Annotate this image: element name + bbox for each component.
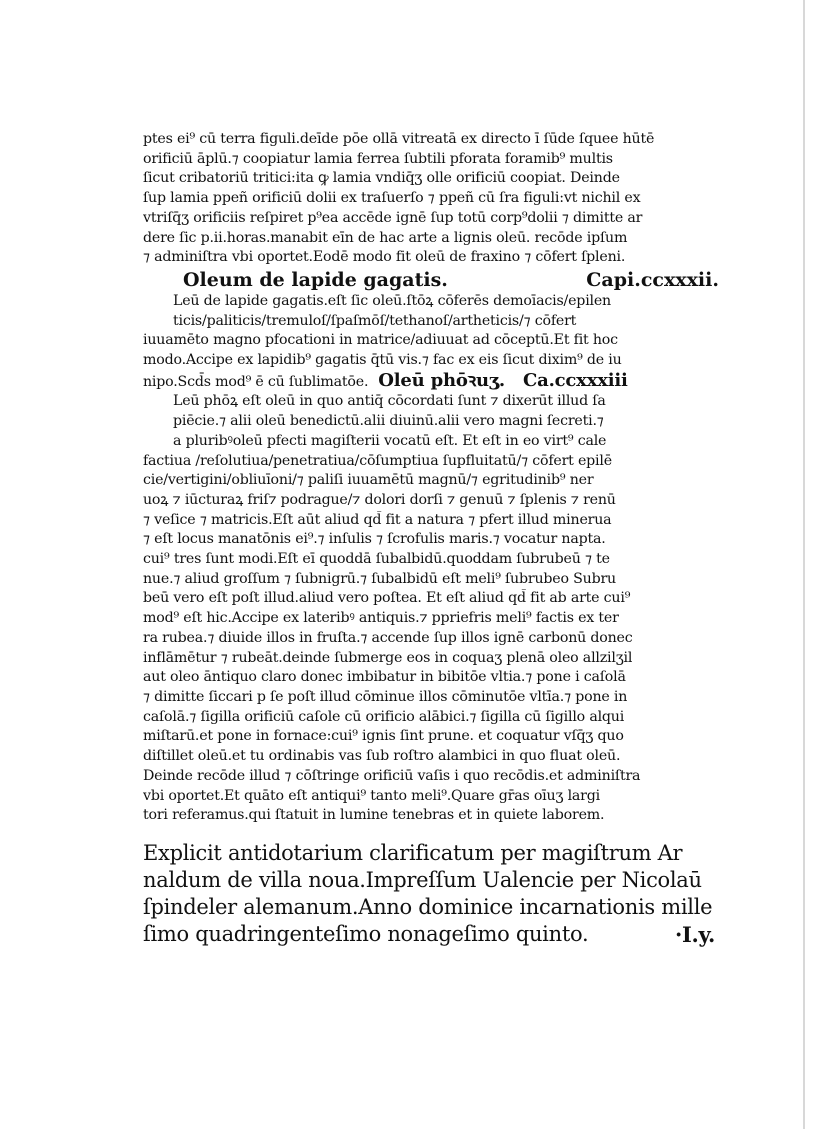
text-line: mod⁹ eſt hic.Accipe ex lateribꝰ antiquis.⁊ ppriefris meli⁹ factis ex ter bbox=[143, 610, 619, 627]
text-line: ptes ei⁹ cū terra figuli.deīde pōe ollā vitreatā ex directo ī ſūde ſquee hūtē bbox=[143, 131, 655, 147]
colophon-line: Explicit antidotarium clarificatum per magiſtrum Ar bbox=[143, 841, 683, 865]
text-fragment: nipo.Scd̄s mod⁹ ē cū ſublimatōe. bbox=[143, 373, 369, 390]
page-edge bbox=[803, 0, 805, 1129]
section-title: Oleū phōꝛuʒ. bbox=[378, 370, 505, 391]
text-line: orificiū āplū.⁊ coopiatur lamia ferrea ſubtili pforata foramib⁹ multis bbox=[143, 150, 613, 167]
text-line: vtriſq̄ʒ orificiis reſpiret p⁹ea accēde ignē ſup totū corp⁹dolii ⁊ dimitte ar bbox=[143, 209, 643, 226]
text-line: vbi oportet.Et quāto eſt antiqui⁹ tanto meli⁹.Quare gr̄as oīuʒ largi bbox=[143, 787, 600, 804]
chapter-number: Capi.ccxxxii. bbox=[586, 268, 719, 291]
text-line: nue.⁊ aliud groſſum ⁊ ſubnigrū.⁊ ſubalbidū eſt meli⁹ ſubrubeo Subru bbox=[143, 570, 616, 587]
text-line: beū vero eſt poſt illud.aliud vero poſtea. Et eſt aliud qd̄ fit ab arte cui⁹ bbox=[143, 590, 631, 607]
text-line: ⁊ eſt locus manatōnis ei⁹.⁊ inſulis ⁊ ſcrofulis maris.⁊ vocatur napta. bbox=[143, 531, 606, 548]
text-line: modo.Accipe ex lapidib⁹ gagatis q̄tū vis.⁊ fac ex eis ſicut dixim⁹ de iu bbox=[143, 352, 622, 369]
text-line: Leū de lapide gagatis.eſt ſic oleū.ſtōꝝ cōferēs demoīacis/epilen bbox=[173, 292, 611, 309]
text-line: ⁊ adminiſtra vbi oportet.Eodē modo fit oleū de fraxino ⁊ cōfert ſpleni. bbox=[143, 249, 626, 266]
text-line: ⁊ veſice ⁊ matricis.Eſt aūt aliud qd̄ fit a natura ⁊ pfert illud minerua bbox=[143, 511, 612, 528]
colophon bbox=[143, 840, 719, 948]
main-text-block bbox=[143, 130, 719, 826]
text-line: factiua /reſolutiua/penetratiua/cōſumptiua ſupfluitatū/⁊ cōfert epilē bbox=[143, 452, 612, 469]
text-line: cie/vertigini/obliuīoni/⁊ paliſi iuuamētū magnū/⁊ egritudinib⁹ ner bbox=[143, 472, 594, 489]
colophon-line: ſpindeler alemanum.Anno dominice incarnationis mille bbox=[143, 895, 713, 919]
colophon-line: naldum de villa noua.Impreſſum Ualencie per Nicolaū bbox=[143, 868, 702, 892]
text-line: piēcie.⁊ alii oleū benedictū.alii diuinū.alii vero magni ſecreti.⁊ bbox=[173, 413, 604, 430]
text-line: a pluribꝰoleū pfecti magiſterii vocatū eſt. Et eſt in eo virt⁹ cale bbox=[173, 432, 607, 449]
text-line: aut oleo āntiquo claro donec imbibatur in bibitōe vltia.⁊ pone i caſolā bbox=[143, 669, 626, 686]
signature-mark: ·I.y. bbox=[674, 922, 715, 947]
text-line: Leū phōꝝ eſt oleū in quo antiq̄ cōcordati ſunt ⁊ dixerūt illud ſa bbox=[173, 393, 606, 410]
text-line: tori referamus.qui ſtatuit in lumine tenebras et in quiete laborem. bbox=[143, 807, 605, 824]
paragraph-2 bbox=[143, 292, 719, 393]
text-line: ⁊ dimitte ſiccari p ſe poſt illud cōminue illos cōminutōe vltīa.⁊ pone in bbox=[143, 688, 628, 705]
text-line: Deinde recōde illud ⁊ cōſtringe orificiū vaſis i quo recōdis.et adminiſtra bbox=[143, 767, 641, 784]
section-title: Oleum de lapide gagatis. bbox=[183, 268, 448, 291]
mixed-heading-line bbox=[143, 371, 719, 393]
paragraph-1 bbox=[143, 130, 719, 268]
text-line: dere ſic p.ii.horas.manabit eīn de hac arte a lignis oleū. recōde ipſum bbox=[143, 229, 628, 246]
paragraph-3 bbox=[143, 392, 719, 825]
text-line: cui⁹ tres ſunt modi.Eſt eī quoddā ſubalbidū.quoddam ſubrubeū ⁊ te bbox=[143, 551, 610, 568]
text-line: ſup lamia ppeñ orificiū dolii ex traſuerſo ⁊ ppeñ cū ſra figuli:vt nichil ex bbox=[143, 190, 641, 207]
text-line: ſicut cribatoriū tritici:ita ꝙ lamia vndiq̄ʒ olle orificiū coopiat. Deinde bbox=[143, 170, 620, 187]
text-line: diſtillet oleū.et tu ordinabis vas ſub roſtro alambici in quo fluat oleū. bbox=[143, 748, 621, 765]
text-line: ticis/paliticis/tremuloſ/ſpaſmōſ/tethanoſ/artheticis/⁊ cōfert bbox=[173, 312, 577, 329]
text-line: iuuamēto magno pfocationi in matrice/adiuuat ad cōceptū.Et fit hoc bbox=[143, 332, 618, 349]
text-line: inflāmētur ⁊ rubeāt.deinde ſubmerge eos in coquaʒ plenā oleo allzilʒil bbox=[143, 649, 633, 666]
text-line: uoꝝ ⁊ iūcturaꝝ friſ⁊ podrague/⁊ dolori dorſi ⁊ genuū ⁊ ſplenis ⁊ renū bbox=[143, 491, 616, 508]
text-line: caſolā.⁊ ſigilla orificiū caſole cū orificio alābici.⁊ ſigilla cū ſigillo alqui bbox=[143, 708, 625, 725]
chapter-number: Ca.ccxxxiii bbox=[523, 370, 628, 391]
text-line: ra rubea.⁊ diuide illos in fruſta.⁊ accende ſup illos ignē carbonū donec bbox=[143, 629, 633, 646]
section-heading-gagatis bbox=[143, 268, 719, 292]
text-line: miſtarū.et pone in fornace:cui⁹ ignis ſint prune. et coquatur vſq̄ʒ quo bbox=[143, 728, 624, 745]
colophon-line: ſimo quadringenteſimo nonageſimo quinto. bbox=[143, 922, 589, 946]
colophon-last-line bbox=[143, 921, 719, 948]
